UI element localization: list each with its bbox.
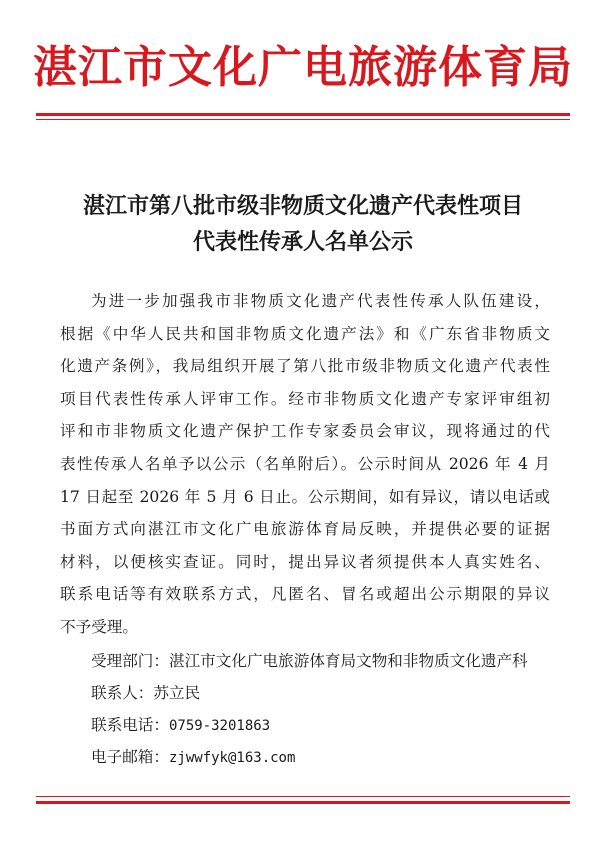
notice-title-line-1: 湛江市第八批市级非物质文化遗产代表性项目	[82, 193, 523, 219]
body-line: 联系电话等有效联系方式，凡匿名、冒名或超出公示期限的异议	[60, 585, 550, 604]
footer-rule-thick	[36, 801, 570, 804]
body-line: 书面方式向湛江市文化广电旅游体育局反映，并提供必要的证据	[60, 520, 550, 539]
letterhead-rule-thin	[36, 119, 570, 120]
body-line: 材料，以便核实查证。同时，提出异议者须提供本人真实姓名、	[60, 552, 550, 571]
email-label: 电子邮箱：	[91, 748, 169, 766]
contact-email	[91, 741, 295, 775]
person-label: 联系人：	[91, 684, 154, 702]
notice-title	[0, 188, 606, 260]
phone-label: 联系电话：	[91, 716, 169, 734]
body-line: 为进一步加强我市非物质文化遗产代表性传承人队伍建设，	[91, 292, 550, 310]
email-value: zjwwfyk@163.com	[168, 750, 296, 766]
notice-body	[60, 285, 550, 644]
footer-rule-thin	[36, 796, 570, 797]
person-value: 苏立民	[153, 684, 201, 702]
phone-value: 0759-3201863	[168, 718, 271, 734]
body-line: 化遗产条例》，我局组织开展了第八批市级非物质文化遗产代表性	[60, 357, 550, 376]
department-value: 湛江市文化广电旅游体育局文物和非物质文化遗产科	[168, 652, 528, 670]
body-line: 不予受理。	[60, 617, 138, 636]
contact-phone	[91, 709, 270, 743]
contact-department	[91, 645, 528, 678]
body-line: 项目代表性传承人评审工作。经市非物质文化遗产专家评审组初	[60, 389, 550, 408]
body-line: 表性传承人名单予以公示（名单附后）。公示时间从 2026 年 4 月	[60, 454, 550, 473]
body-line: 根据《中华人民共和国非物质文化遗产法》和《广东省非物质文	[60, 324, 550, 343]
body-line: 17 日起至 2026 年 5 月 6 日止。公示期间，如有异议，请以电话或	[60, 487, 550, 506]
org-letterhead: 湛江市文化广电旅游体育局	[33, 42, 573, 93]
body-paragraph	[60, 285, 550, 644]
contact-person	[91, 677, 200, 710]
department-label: 受理部门：	[91, 652, 169, 670]
notice-title-line-2: 代表性传承人名单公示	[192, 229, 413, 255]
body-line: 评和市非物质文化遗产保护工作专家委员会审议，现将通过的代	[60, 422, 550, 441]
letterhead-rule-thick	[36, 113, 570, 116]
